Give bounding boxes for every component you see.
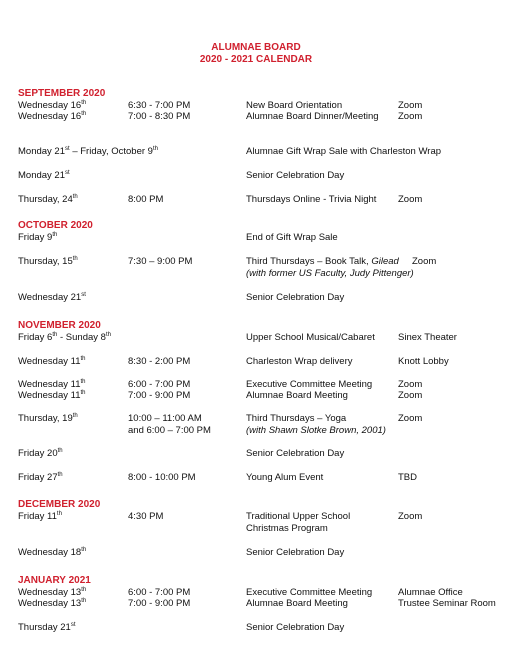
- month-heading-january: JANUARY 2021: [18, 575, 91, 586]
- event-day: Wednesday 11th: [18, 356, 86, 367]
- month-heading-october: OCTOBER 2020: [18, 220, 93, 231]
- event-location: Zoom: [398, 111, 423, 122]
- event-day: Friday 11th: [18, 511, 62, 522]
- event-title: Thursdays Online - Trivia Night: [246, 194, 377, 205]
- event-day: Thursday 21st: [18, 622, 76, 633]
- event-title: Senior Celebration Day: [246, 448, 345, 459]
- event-time: 6:30 - 7:00 PM: [128, 100, 191, 111]
- event-day: Monday 21st – Friday, October 9th: [18, 146, 158, 157]
- event-title: Senior Celebration Day: [246, 170, 345, 181]
- document-subtitle: 2020 - 2021 CALENDAR: [199, 54, 313, 65]
- event-title: Executive Committee Meeting: [246, 587, 373, 598]
- event-title: Alumnae Board Dinner/Meeting: [246, 111, 379, 122]
- event-location: Zoom: [398, 413, 423, 424]
- event-title: New Board Orientation: [246, 100, 343, 111]
- event-location: Zoom: [412, 256, 437, 267]
- event-day: Wednesday 16th: [18, 100, 87, 111]
- event-time: 7:30 – 9:00 PM: [128, 256, 193, 267]
- event-time: 8:30 - 2:00 PM: [128, 356, 191, 367]
- event-subtitle: (with Shawn Slotke Brown, 2001): [246, 425, 386, 436]
- event-day: Friday 6th - Sunday 8th: [18, 332, 111, 343]
- event-time-extra: and 6:00 – 7:00 PM: [128, 425, 211, 436]
- month-heading-september: SEPTEMBER 2020: [18, 88, 106, 99]
- event-day: Monday 21st: [18, 170, 70, 181]
- event-title: Senior Celebration Day: [246, 292, 345, 303]
- event-time: 10:00 – 11:00 AM: [128, 413, 202, 424]
- event-location: Alumnae Office: [398, 587, 463, 598]
- event-location: Zoom: [398, 511, 423, 522]
- event-time: 7:00 - 9:00 PM: [128, 598, 191, 609]
- event-title: Third Thursdays – Book Talk, Gilead: [246, 256, 399, 267]
- event-day: Wednesday 11th: [18, 379, 86, 390]
- event-time: 7:00 - 9:00 PM: [128, 390, 191, 401]
- event-title: Charleston Wrap delivery: [246, 356, 353, 367]
- event-title: Senior Celebration Day: [246, 547, 345, 558]
- event-location: Zoom: [398, 100, 423, 111]
- event-location: Zoom: [398, 379, 423, 390]
- document-title: ALUMNAE BOARD: [211, 42, 301, 53]
- event-title: Upper School Musical/Cabaret: [246, 332, 375, 343]
- event-time: 6:00 - 7:00 PM: [128, 587, 191, 598]
- event-time: 8:00 PM: [128, 194, 164, 205]
- event-day: Wednesday 11th: [18, 390, 86, 401]
- month-heading-december: DECEMBER 2020: [18, 499, 101, 510]
- event-day: Friday 27th: [18, 472, 63, 483]
- event-day: Wednesday 18th: [18, 547, 87, 558]
- event-title: Alumnae Board Meeting: [246, 390, 348, 401]
- event-day: Wednesday 16th: [18, 111, 87, 122]
- event-subtitle: (with former US Faculty, Judy Pittenger): [246, 268, 414, 279]
- event-day: Wednesday 13th: [18, 587, 87, 598]
- event-title: Traditional Upper School: [246, 511, 351, 522]
- event-time: 7:00 - 8:30 PM: [128, 111, 191, 122]
- event-day: Thursday, 15th: [18, 256, 78, 267]
- event-location: TBD: [398, 472, 417, 483]
- event-day: Thursday, 24th: [18, 194, 78, 205]
- event-location: Sinex Theater: [398, 332, 457, 343]
- event-title: End of Gift Wrap Sale: [246, 232, 338, 243]
- event-day: Thursday, 19th: [18, 413, 78, 424]
- event-location: Trustee Seminar Room: [398, 598, 496, 609]
- event-day: Friday 9th: [18, 232, 58, 243]
- event-day: Friday 20th: [18, 448, 63, 459]
- event-subtitle: Christmas Program: [246, 523, 328, 534]
- event-time: 8:00 - 10:00 PM: [128, 472, 196, 483]
- event-title: Executive Committee Meeting: [246, 379, 373, 390]
- event-title: Third Thursdays – Yoga: [246, 413, 347, 424]
- event-day: Wednesday 13th: [18, 598, 87, 609]
- event-time: 4:30 PM: [128, 511, 164, 522]
- event-location: Knott Lobby: [398, 356, 449, 367]
- event-day: Wednesday 21st: [18, 292, 86, 303]
- event-location: Zoom: [398, 194, 423, 205]
- month-heading-november: NOVEMBER 2020: [18, 320, 101, 331]
- event-location: Zoom: [398, 390, 423, 401]
- event-time: 6:00 - 7:00 PM: [128, 379, 191, 390]
- event-title: Senior Celebration Day: [246, 622, 345, 633]
- event-title: Alumnae Gift Wrap Sale with Charleston Wrap: [246, 146, 442, 157]
- event-title: Alumnae Board Meeting: [246, 598, 348, 609]
- event-title: Young Alum Event: [246, 472, 324, 483]
